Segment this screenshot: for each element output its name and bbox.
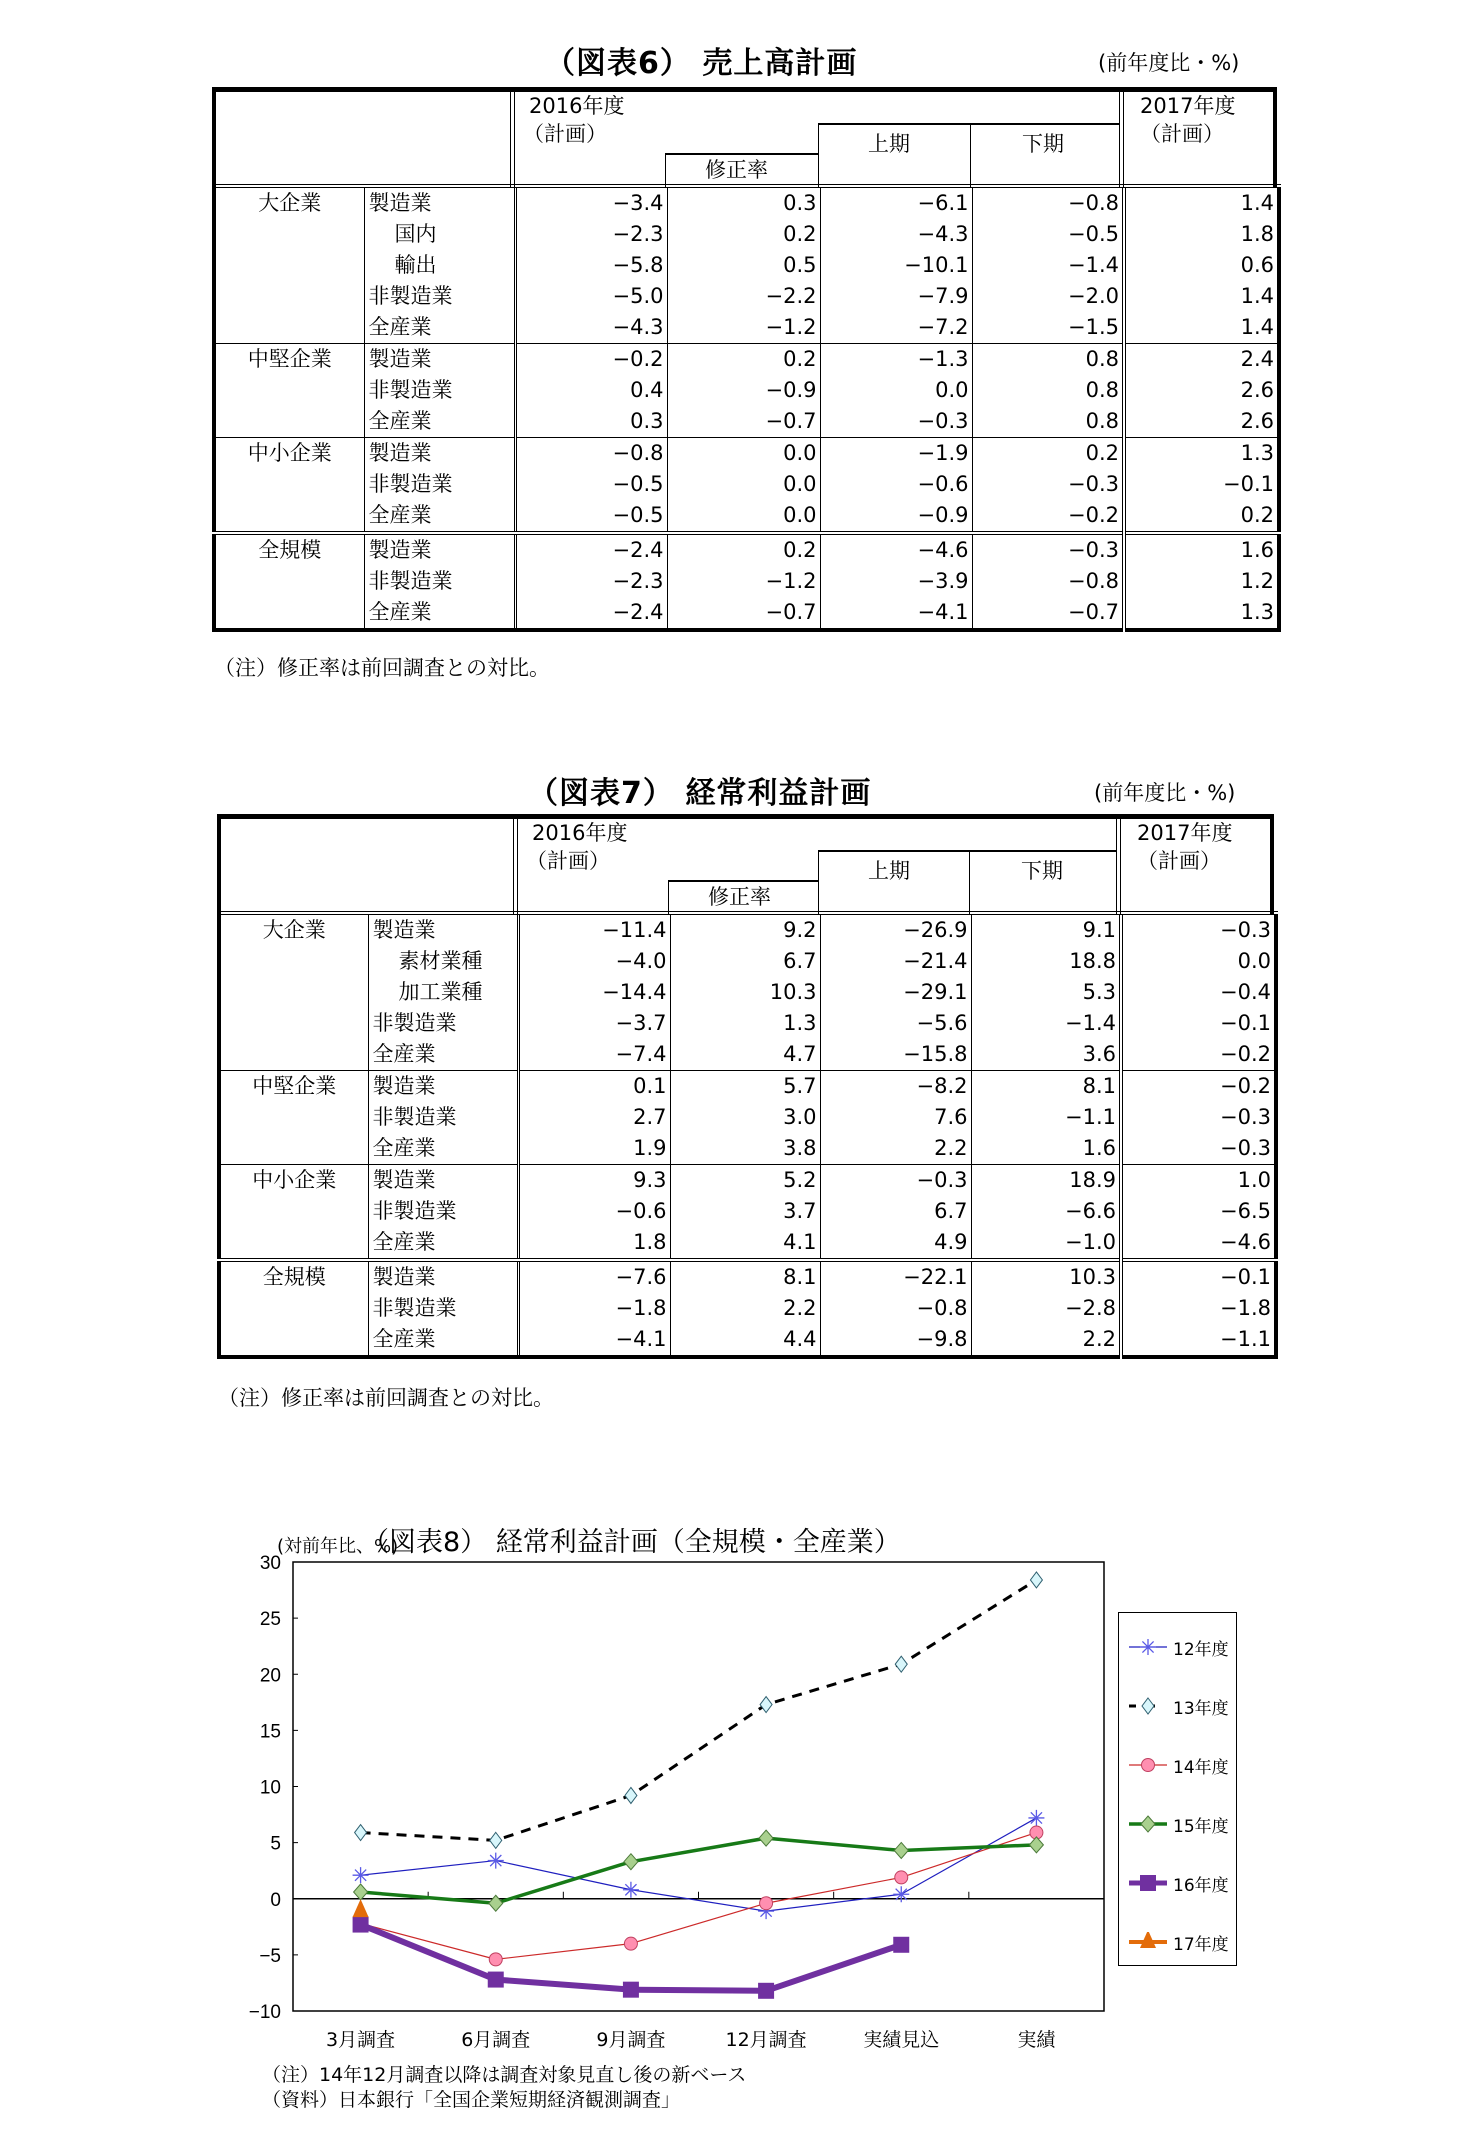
value-cell: −1.8 — [518, 1293, 670, 1324]
value-cell: 2.6 — [1124, 375, 1279, 406]
table7-unit: (前年度比・%) — [1094, 781, 1236, 805]
value-cell: −0.3 — [972, 469, 1124, 500]
row-label: 加工業種 — [368, 977, 518, 1008]
value-cell: −15.8 — [820, 1039, 971, 1071]
legend-label: 16年度 — [1173, 1875, 1229, 1896]
square-marker — [623, 1982, 639, 1998]
x-tick-label: 3月調査 — [326, 2029, 396, 2051]
y-tick-label: 30 — [259, 1553, 281, 1574]
y-tick-label: −10 — [248, 2002, 281, 2023]
value-cell: 1.2 — [1124, 566, 1279, 597]
value-cell: 18.9 — [971, 1165, 1121, 1197]
circle-pink-marker — [895, 1871, 908, 1884]
value-cell: 0.2 — [667, 344, 820, 376]
table6-unit: (前年度比・%) — [1098, 51, 1240, 75]
y-tick-label: 5 — [270, 1833, 281, 1855]
legend-item — [1127, 1753, 1229, 1777]
value-cell: −0.8 — [515, 438, 667, 470]
value-cell: −1.2 — [667, 312, 820, 344]
row-label: 全産業 — [368, 1133, 518, 1165]
y-tick-label: −5 — [259, 1945, 281, 1967]
legend-swatch-icon — [1127, 1932, 1169, 1952]
value-cell: 4.4 — [670, 1324, 820, 1357]
header-2016-sub: （計画） — [523, 122, 607, 146]
value-cell: −0.7 — [667, 597, 820, 630]
value-cell: −2.3 — [515, 219, 667, 250]
header-2016-sub: （計画） — [526, 849, 610, 873]
value-cell: 3.8 — [670, 1133, 820, 1165]
x-tick-label: 実績見込 — [863, 2029, 940, 2051]
row-label: 非製造業 — [364, 375, 515, 406]
value-cell: −0.7 — [972, 597, 1124, 630]
value-cell: −5.8 — [515, 250, 667, 281]
header-revision: 修正率 — [705, 158, 768, 182]
value-cell: 1.8 — [518, 1227, 670, 1260]
y-tick-label: 0 — [270, 1889, 281, 1911]
header-2016: 2016年度 — [532, 821, 628, 845]
value-cell: −0.2 — [1121, 1071, 1276, 1103]
value-cell: −0.2 — [515, 344, 667, 376]
value-cell: 0.0 — [667, 500, 820, 533]
value-cell: −4.6 — [820, 533, 972, 566]
value-cell: −1.1 — [971, 1102, 1121, 1133]
table6-title: （図表6） 売上高計画 — [545, 46, 858, 81]
group-label: 中小企業 — [219, 1165, 368, 1261]
row-label: 製造業 — [364, 186, 515, 219]
value-cell: −7.4 — [518, 1039, 670, 1071]
value-cell: 2.2 — [971, 1324, 1121, 1357]
value-cell: −0.3 — [820, 1165, 971, 1197]
header-2017-sub: （計画） — [1137, 849, 1221, 873]
value-cell: −0.5 — [972, 219, 1124, 250]
value-cell: −0.4 — [1121, 977, 1276, 1008]
value-cell: 1.0 — [1121, 1165, 1276, 1197]
value-cell: −0.3 — [1121, 1102, 1276, 1133]
value-cell: −6.6 — [971, 1196, 1121, 1227]
value-cell: −1.2 — [667, 566, 820, 597]
row-label: 非製造業 — [368, 1196, 518, 1227]
legend-swatch-icon — [1127, 1696, 1169, 1716]
value-cell: −0.8 — [972, 186, 1124, 219]
value-cell: 4.9 — [820, 1227, 971, 1260]
chart8-legend — [1118, 1612, 1237, 1966]
x-tick-label: 12月調査 — [725, 2029, 807, 2051]
header-2017: 2017年度 — [1137, 821, 1233, 845]
row-label: 全産業 — [368, 1227, 518, 1260]
legend-swatch-icon — [1127, 1873, 1169, 1893]
row-label: 製造業 — [368, 1071, 518, 1103]
value-cell: 1.4 — [1124, 186, 1279, 219]
value-cell: −0.5 — [515, 500, 667, 533]
value-cell: 2.7 — [518, 1102, 670, 1133]
value-cell: 2.4 — [1124, 344, 1279, 376]
value-cell: −0.1 — [1121, 1008, 1276, 1039]
value-cell: −0.6 — [820, 469, 972, 500]
value-cell: −3.4 — [515, 186, 667, 219]
value-cell: 3.0 — [670, 1102, 820, 1133]
value-cell: −0.3 — [1121, 913, 1276, 946]
value-cell: −11.4 — [518, 913, 670, 946]
diamond-cyan-marker — [1142, 1698, 1154, 1714]
value-cell: 6.7 — [670, 946, 820, 977]
value-cell: −0.3 — [1121, 1133, 1276, 1165]
value-cell: −4.3 — [820, 219, 972, 250]
value-cell: −0.1 — [1124, 469, 1279, 500]
value-cell: −2.2 — [667, 281, 820, 312]
x-tick-label: 6月調査 — [461, 2029, 531, 2051]
x-tick-label: 9月調査 — [596, 2029, 666, 2051]
row-label: 非製造業 — [368, 1008, 518, 1039]
value-cell: −0.9 — [820, 500, 972, 533]
legend-swatch-icon — [1127, 1637, 1169, 1657]
value-cell: −3.9 — [820, 566, 972, 597]
circle-pink-marker — [624, 1937, 637, 1950]
value-cell: 0.4 — [515, 375, 667, 406]
header-2017: 2017年度 — [1140, 94, 1236, 118]
value-cell: −4.6 — [1121, 1227, 1276, 1260]
value-cell: −1.9 — [820, 438, 972, 470]
value-cell: 0.8 — [972, 406, 1124, 438]
value-cell: −14.4 — [518, 977, 670, 1008]
row-label: 全産業 — [368, 1324, 518, 1357]
row-label: 国内 — [364, 219, 515, 250]
value-cell: −0.3 — [820, 406, 972, 438]
row-label: 全産業 — [364, 406, 515, 438]
value-cell: 0.1 — [518, 1071, 670, 1103]
value-cell: 0.0 — [667, 469, 820, 500]
header-first-half: 上期 — [868, 132, 910, 156]
chart8-title: （図表8） 経常利益計画（全規模・全産業） — [362, 1527, 901, 1558]
diamond-green-marker — [1141, 1816, 1155, 1832]
value-cell: −2.4 — [515, 597, 667, 630]
value-cell: 0.8 — [972, 375, 1124, 406]
y-tick-label: 15 — [259, 1721, 281, 1743]
header-second-half: 下期 — [1021, 859, 1063, 883]
value-cell: 9.1 — [971, 913, 1121, 946]
value-cell: −0.6 — [518, 1196, 670, 1227]
circle-pink-marker — [760, 1897, 773, 1910]
value-cell: 1.3 — [1124, 597, 1279, 630]
value-cell: 0.8 — [972, 344, 1124, 376]
value-cell: 0.2 — [667, 219, 820, 250]
value-cell: −9.8 — [820, 1324, 971, 1357]
value-cell: −0.8 — [820, 1293, 971, 1324]
value-cell: −0.1 — [1121, 1260, 1276, 1293]
table6-note: （注）修正率は前回調査との対比。 — [214, 656, 550, 680]
value-cell: −7.6 — [518, 1260, 670, 1293]
legend-item — [1127, 1930, 1229, 1954]
asterisk-marker — [1140, 1639, 1156, 1655]
square-marker — [1140, 1875, 1156, 1891]
asterisk-marker — [893, 1886, 909, 1902]
value-cell: −1.8 — [1121, 1293, 1276, 1324]
value-cell: −21.4 — [820, 946, 971, 977]
row-label: 全産業 — [364, 597, 515, 630]
legend-swatch-icon — [1127, 1814, 1169, 1834]
value-cell: 0.0 — [820, 375, 972, 406]
value-cell: 0.2 — [667, 533, 820, 566]
value-cell: 4.7 — [670, 1039, 820, 1071]
header-second-half: 下期 — [1022, 132, 1064, 156]
value-cell: −2.0 — [972, 281, 1124, 312]
table7-title: （図表7） 経常利益計画 — [528, 776, 872, 811]
chart8-ylabel: (対前年比、%) — [277, 1536, 399, 1557]
value-cell: −4.1 — [518, 1324, 670, 1357]
value-cell: −1.5 — [972, 312, 1124, 344]
group-label: 大企業 — [214, 186, 364, 344]
header-revision: 修正率 — [708, 885, 771, 909]
value-cell: 5.2 — [670, 1165, 820, 1197]
value-cell: 1.3 — [1124, 438, 1279, 470]
value-cell: 1.4 — [1124, 312, 1279, 344]
value-cell: −6.5 — [1121, 1196, 1276, 1227]
value-cell: 4.1 — [670, 1227, 820, 1260]
chart8-note-1: （注）14年12月調査以降は調査対象見直し後の新ベース — [262, 2064, 747, 2086]
value-cell: −1.0 — [971, 1227, 1121, 1260]
value-cell: 1.6 — [1124, 533, 1279, 566]
row-label: 製造業 — [364, 438, 515, 470]
circle-pink-marker — [1142, 1759, 1155, 1772]
row-label: 非製造業 — [364, 469, 515, 500]
asterisk-marker — [1028, 1810, 1044, 1826]
y-tick-label: 20 — [259, 1665, 281, 1687]
value-cell: 5.3 — [971, 977, 1121, 1008]
value-cell: −5.0 — [515, 281, 667, 312]
value-cell: −4.0 — [518, 946, 670, 977]
value-cell: 6.7 — [820, 1196, 971, 1227]
value-cell: 0.2 — [972, 438, 1124, 470]
value-cell: 10.3 — [670, 977, 820, 1008]
value-cell: 0.2 — [1124, 500, 1279, 533]
value-cell: 2.2 — [820, 1133, 971, 1165]
value-cell: −1.4 — [972, 250, 1124, 281]
group-label: 中小企業 — [214, 438, 364, 534]
value-cell: −3.7 — [518, 1008, 670, 1039]
value-cell: −4.3 — [515, 312, 667, 344]
value-cell: 2.6 — [1124, 406, 1279, 438]
value-cell: −0.8 — [972, 566, 1124, 597]
value-cell: 0.6 — [1124, 250, 1279, 281]
value-cell: 7.6 — [820, 1102, 971, 1133]
row-label: 製造業 — [364, 344, 515, 376]
value-cell: −7.2 — [820, 312, 972, 344]
value-cell: −2.4 — [515, 533, 667, 566]
legend-swatch-icon — [1127, 1755, 1169, 1775]
value-cell: 0.3 — [667, 186, 820, 219]
value-cell: 8.1 — [670, 1260, 820, 1293]
x-tick-label: 実績 — [1017, 2029, 1056, 2051]
row-label: 全産業 — [368, 1039, 518, 1071]
value-cell: 3.7 — [670, 1196, 820, 1227]
row-label: 全産業 — [364, 312, 515, 344]
value-cell: −1.4 — [971, 1008, 1121, 1039]
table7-note: （注）修正率は前回調査との対比。 — [218, 1386, 554, 1410]
value-cell: −0.7 — [667, 406, 820, 438]
circle-pink-marker — [489, 1953, 502, 1966]
value-cell: −0.9 — [667, 375, 820, 406]
value-cell: 18.8 — [971, 946, 1121, 977]
value-cell: 3.6 — [971, 1039, 1121, 1071]
value-cell: −2.8 — [971, 1293, 1121, 1324]
row-label: 製造業 — [368, 1260, 518, 1293]
value-cell: −4.1 — [820, 597, 972, 630]
row-label: 非製造業 — [364, 566, 515, 597]
value-cell: −0.2 — [1121, 1039, 1276, 1071]
row-label: 全産業 — [364, 500, 515, 533]
value-cell: 1.6 — [971, 1133, 1121, 1165]
value-cell: −7.9 — [820, 281, 972, 312]
header-first-half: 上期 — [868, 859, 910, 883]
value-cell: 8.1 — [971, 1071, 1121, 1103]
value-cell: 9.2 — [670, 913, 820, 946]
value-cell: −2.3 — [515, 566, 667, 597]
legend-label: 14年度 — [1173, 1757, 1229, 1778]
square-marker — [758, 1983, 774, 1999]
legend-item — [1127, 1635, 1229, 1659]
square-marker — [488, 1972, 504, 1988]
square-marker — [353, 1917, 369, 1933]
value-cell: 9.3 — [518, 1165, 670, 1197]
value-cell: 2.2 — [670, 1293, 820, 1324]
group-label: 中堅企業 — [214, 344, 364, 438]
value-cell: −0.5 — [515, 469, 667, 500]
value-cell: −5.6 — [820, 1008, 971, 1039]
row-label: 製造業 — [368, 913, 518, 946]
row-label: 素材業種 — [368, 946, 518, 977]
value-cell: −8.2 — [820, 1071, 971, 1103]
value-cell: −26.9 — [820, 913, 971, 946]
chart8-note-2: （資料）日本銀行「全国企業短期経済観測調査」 — [262, 2089, 681, 2111]
value-cell: −10.1 — [820, 250, 972, 281]
legend-label: 15年度 — [1173, 1816, 1229, 1837]
row-label: 製造業 — [364, 533, 515, 566]
value-cell: 5.7 — [670, 1071, 820, 1103]
value-cell: 1.4 — [1124, 281, 1279, 312]
row-label: 製造業 — [368, 1165, 518, 1197]
group-label: 全規模 — [214, 533, 364, 630]
y-tick-label: 25 — [259, 1609, 281, 1631]
y-tick-label: 10 — [259, 1777, 281, 1799]
value-cell: 0.0 — [667, 438, 820, 470]
row-label: 非製造業 — [368, 1102, 518, 1133]
header-2017-sub: （計画） — [1140, 122, 1224, 146]
value-cell: −29.1 — [820, 977, 971, 1008]
header-2016: 2016年度 — [529, 94, 625, 118]
value-cell: 0.5 — [667, 250, 820, 281]
row-label: 非製造業 — [364, 281, 515, 312]
legend-label: 12年度 — [1173, 1639, 1229, 1660]
value-cell: 10.3 — [971, 1260, 1121, 1293]
value-cell: −0.2 — [972, 500, 1124, 533]
value-cell: −0.3 — [972, 533, 1124, 566]
group-label: 大企業 — [219, 913, 368, 1071]
value-cell: 0.3 — [515, 406, 667, 438]
group-label: 中堅企業 — [219, 1071, 368, 1165]
value-cell: −6.1 — [820, 186, 972, 219]
legend-item — [1127, 1694, 1229, 1718]
square-marker — [893, 1937, 909, 1953]
asterisk-marker — [488, 1853, 504, 1869]
legend-label: 13年度 — [1173, 1698, 1229, 1719]
value-cell: 1.3 — [670, 1008, 820, 1039]
value-cell: −22.1 — [820, 1260, 971, 1293]
group-label: 全規模 — [219, 1260, 368, 1357]
row-label: 非製造業 — [368, 1293, 518, 1324]
asterisk-marker — [623, 1882, 639, 1898]
legend-item — [1127, 1812, 1229, 1836]
value-cell: −1.3 — [820, 344, 972, 376]
value-cell: 0.0 — [1121, 946, 1276, 977]
legend-label: 17年度 — [1173, 1934, 1229, 1955]
value-cell: 1.9 — [518, 1133, 670, 1165]
legend-item — [1127, 1871, 1229, 1895]
value-cell: 1.8 — [1124, 219, 1279, 250]
row-label: 輸出 — [364, 250, 515, 281]
value-cell: −1.1 — [1121, 1324, 1276, 1357]
